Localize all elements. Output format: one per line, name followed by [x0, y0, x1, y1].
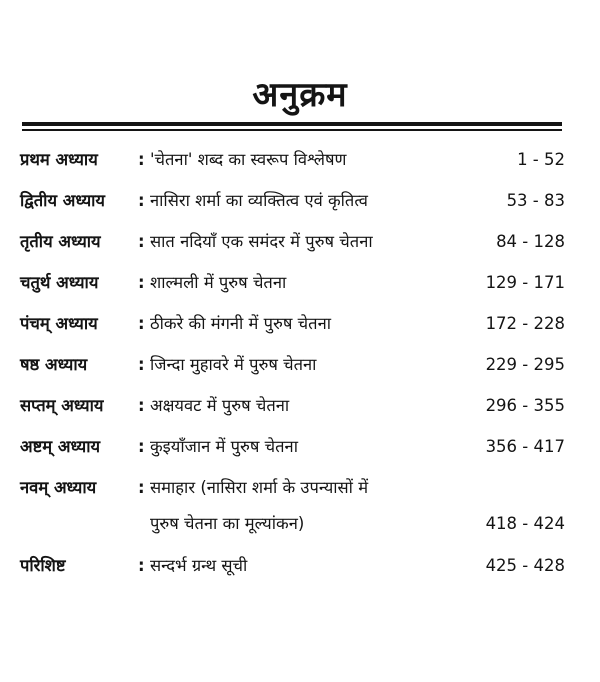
chapter-title [150, 148, 480, 172]
chapter-title-text: शाल्मली में पुरुष चेतना [150, 273, 287, 292]
toc-entry [20, 148, 565, 189]
separator: : [138, 437, 145, 456]
chapter-label: सप्तम् अध्याय [20, 396, 104, 415]
separator: : [138, 191, 145, 210]
chapter-label: तृतीय अध्याय [20, 232, 101, 251]
page-range: 84 - 128 [496, 232, 565, 251]
chapter-title [150, 230, 480, 254]
chapter-title [150, 353, 480, 377]
page-title: अनुक्रम [252, 75, 348, 115]
separator: : [138, 556, 145, 575]
chapter-title-text: सन्दर्भ ग्रन्थ सूची [150, 556, 248, 575]
chapter-label: प्रथम अध्याय [20, 150, 98, 169]
chapter-title-text: जिन्दा मुहावरे में पुरुष चेतना [150, 355, 317, 374]
chapter-label: अष्टम् अध्याय [20, 437, 101, 456]
chapter-label: परिशिष्ट [20, 556, 66, 575]
toc-entry [20, 554, 565, 595]
separator: : [138, 314, 145, 333]
page-range: 53 - 83 [506, 191, 565, 210]
toc-entry [20, 476, 565, 554]
chapter-title-continuation: पुरुष चेतना का मूल्यांकन) [150, 514, 305, 533]
chapter-label: द्वितीय अध्याय [20, 191, 105, 210]
chapter-title [150, 476, 480, 536]
chapter-title-text: सात नदियाँ एक समंदर में पुरुष चेतना [150, 232, 373, 251]
chapter-label: चतुर्थ अध्याय [20, 273, 99, 292]
page-range: 356 - 417 [485, 437, 565, 456]
chapter-title [150, 312, 480, 336]
toc-entry [20, 271, 565, 312]
separator: : [138, 396, 145, 415]
page-range: 129 - 171 [485, 273, 565, 292]
title-rule-thick [22, 122, 562, 126]
chapter-label: षष्ठ अध्याय [20, 355, 88, 374]
toc-entry [20, 230, 565, 271]
chapter-title-text: 'चेतना' शब्द का स्वरूप विश्लेषण [150, 150, 347, 169]
chapter-title [150, 189, 480, 213]
toc-entry [20, 394, 565, 435]
page-range: 296 - 355 [485, 396, 565, 415]
toc-entry [20, 312, 565, 353]
page-range: 229 - 295 [485, 355, 565, 374]
chapter-title-text: कुइयाँजान में पुरुष चेतना [150, 437, 298, 456]
toc-entry [20, 353, 565, 394]
chapter-title [150, 554, 480, 578]
title-rule-thin [22, 129, 562, 131]
chapter-title-text: अक्षयवट में पुरुष चेतना [150, 396, 290, 415]
chapter-title-text: नासिरा शर्मा का व्यक्तित्व एवं कृतित्व [150, 191, 368, 210]
table-of-contents [20, 148, 565, 595]
separator: : [138, 355, 145, 374]
page-range: 172 - 228 [485, 314, 565, 333]
page-range: 418 - 424 [485, 514, 565, 533]
page-range: 1 - 52 [517, 150, 565, 169]
page-range: 425 - 428 [485, 556, 565, 575]
chapter-title [150, 271, 480, 295]
toc-entry [20, 189, 565, 230]
chapter-title [150, 435, 480, 459]
separator: : [138, 150, 145, 169]
chapter-title-text: ठीकरे की मंगनी में पुरुष चेतना [150, 314, 331, 333]
toc-entry [20, 435, 565, 476]
chapter-label: नवम् अध्याय [20, 478, 97, 497]
chapter-label: पंचम् अध्याय [20, 314, 98, 333]
separator: : [138, 478, 145, 497]
chapter-title [150, 394, 480, 418]
separator: : [138, 232, 145, 251]
separator: : [138, 273, 145, 292]
chapter-title-text: समाहार (नासिरा शर्मा के उपन्यासों में [150, 478, 369, 497]
